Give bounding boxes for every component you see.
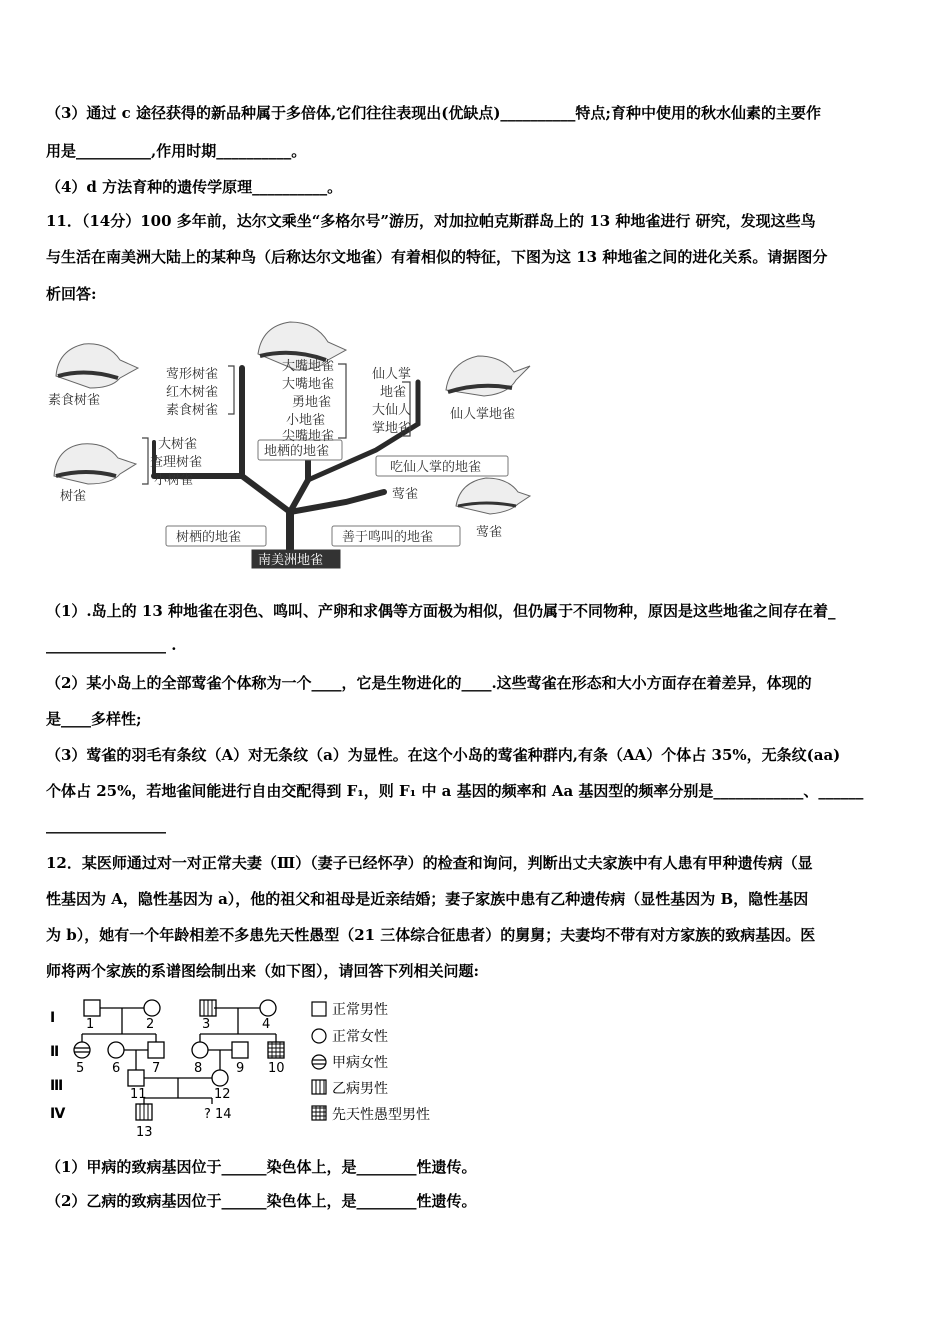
pedigree-down-male — [268, 1042, 284, 1058]
line-18: （1）甲病的致病基因位于______染色体上，是________性遗传。 — [46, 1158, 477, 1176]
root-label: 南美洲地雀 — [258, 553, 324, 568]
species-label: 小树雀 — [154, 473, 194, 488]
species-label: 大嘴地雀 — [282, 377, 335, 392]
pedigree-normal-female — [212, 1070, 228, 1086]
bird-head-icon — [54, 444, 136, 484]
species-label: 莺形树雀 — [166, 367, 219, 382]
pedigree-normal-male — [84, 1000, 100, 1016]
individual-number: 2 — [146, 1017, 155, 1032]
line-13: ________________ — [46, 816, 166, 834]
species-label: 地雀 — [380, 385, 407, 400]
legend-label: 正常女性 — [332, 1029, 388, 1045]
bird-label-ying: 莺雀 — [476, 525, 503, 540]
line-16: 为 b），她有一个年龄相差不多患先天性愚型（21 三体综合征患者）的舅舅；夫妻均不带有对方家族的致病基因。医 — [46, 926, 816, 944]
pedigree-normal-male — [232, 1042, 248, 1058]
box-label-cactus: 吃仙人掌的地雀 — [390, 460, 482, 475]
species-label: 红木树雀 — [166, 385, 219, 400]
pedigree-normal-male — [148, 1042, 164, 1058]
line-17: 师将两个家族的系谱图绘制出来（如下图），请回答下列相关问题: — [46, 962, 480, 980]
legend-label: 甲病女性 — [332, 1055, 388, 1071]
species-label: 素食树雀 — [166, 403, 219, 418]
bird-head-icon — [456, 478, 530, 514]
individual-number: 12 — [214, 1087, 231, 1102]
bird-head-icon — [56, 344, 138, 388]
species-label: 大嘴地雀 — [282, 359, 335, 374]
pedigree-chart — [46, 994, 466, 1144]
species-label: 小地雀 — [286, 413, 326, 428]
legend-down-male-icon — [312, 1106, 326, 1120]
species-label: 大树雀 — [158, 437, 198, 452]
bird-label-shu: 树雀 — [60, 489, 87, 504]
legend-label: 先天性愚型男性 — [332, 1107, 430, 1123]
individual-number: 11 — [130, 1087, 147, 1102]
individual-number: 1 — [86, 1017, 95, 1032]
generation-label: Ⅳ — [50, 1106, 66, 1122]
line-3: （4）d 方法育种的遗传学原理__________。 — [46, 178, 343, 196]
species-label: 勇地雀 — [292, 395, 332, 410]
bird-head-icon — [446, 356, 530, 396]
line-4: 11．（14分）100 多年前，达尔文乘坐“多格尔号”游历，对加拉帕克斯群岛上的 13 种地雀进行 研究，发现这些鸟 — [46, 212, 816, 230]
line-12: 个体占 25%，若地雀间能进行自由交配得到 F₁，则 F₁ 中 a 基因的频率和 Aa 基因型的频率分别是____________、______ — [46, 782, 864, 800]
pedigree-a-female — [74, 1042, 90, 1058]
individual-number: 8 — [194, 1061, 203, 1076]
individual-number: ? 14 — [204, 1107, 232, 1122]
individual-number: 9 — [236, 1061, 245, 1076]
line-5: 与生活在南美洲大陆上的某种鸟（后称达尔文地雀）有着相似的特征，下图为这 13 种地雀之间的进化关系。请据图分 — [46, 248, 828, 266]
generation-label: Ⅲ — [50, 1078, 64, 1094]
species-label: 仙人掌 — [372, 367, 412, 382]
pedigree-normal-male — [128, 1070, 144, 1086]
species-label: 查理树雀 — [150, 455, 203, 470]
line-19: （2）乙病的致病基因位于______染色体上，是________性遗传。 — [46, 1192, 477, 1210]
line-1: （3）通过 c 途径获得的新品种属于多倍体,它们往往表现出(优缺点)__________特点;育种中使用的秋水仙素的主要作 — [46, 104, 821, 122]
pedigree-b-male — [200, 1000, 216, 1016]
species-label: 尖嘴地雀 — [282, 429, 335, 444]
line-8: ________________ . — [46, 636, 177, 654]
line-11: （3）莺雀的羽毛有条纹（A）对无条纹（a）为显性。在这个小岛的莺雀种群内,有条（AA）个体占 35%，无条纹(aa) — [46, 746, 841, 764]
pedigree-normal-female — [260, 1000, 276, 1016]
individual-number: 13 — [136, 1125, 153, 1140]
legend-a-female-icon — [312, 1055, 326, 1069]
pedigree-b-male — [136, 1104, 152, 1120]
generation-label: Ⅱ — [50, 1044, 60, 1060]
bird-label-xianrenzhang: 仙人掌地雀 — [450, 407, 516, 422]
box-label-sing: 善于鸣叫的地雀 — [342, 530, 434, 545]
legend-b-male-icon — [312, 1080, 326, 1094]
species-label: 掌地雀 — [372, 421, 412, 436]
individual-number: 3 — [202, 1017, 211, 1032]
legend-label: 乙病男性 — [332, 1081, 388, 1097]
branch-label-ying: 莺雀 — [392, 487, 419, 502]
individual-number: 4 — [262, 1017, 271, 1032]
line-9: （2）某小岛上的全部莺雀个体称为一个____，它是生物进化的____.这些莺雀在形态和大小方面存在着差异，体现的 — [46, 674, 812, 692]
legend-normal-male-icon — [312, 1002, 326, 1016]
line-15: 性基因为 A，隐性基因为 a），他的祖父和祖母是近亲结婚；妻子家族中患有乙种遗传病（显性基因为 B，隐性基因 — [46, 890, 809, 908]
species-label: 大仙人 — [372, 403, 412, 418]
pedigree-normal-female — [108, 1042, 124, 1058]
individual-number: 5 — [76, 1061, 85, 1076]
line-7: （1）.岛上的 13 种地雀在羽色、鸣叫、产卵和求偶等方面极为相似，但仍属于不同物种，原因是这些地雀之间存在着_ — [46, 602, 836, 620]
generation-label: Ⅰ — [50, 1010, 56, 1026]
line-2: 用是__________,作用时期__________。 — [46, 142, 307, 160]
line-14: 12．某医师通过对一对正常夫妻（Ⅲ）（妻子已经怀孕）的检查和询问，判断出丈夫家族中有人患有甲种遗传病（显 — [46, 854, 813, 872]
individual-number: 7 — [152, 1061, 161, 1076]
bird-label-sushi: 素食树雀 — [48, 393, 101, 408]
individual-number: 10 — [268, 1061, 285, 1076]
legend-label: 正常男性 — [332, 1002, 388, 1018]
finch-evolution-tree — [46, 316, 536, 572]
pedigree-normal-female — [144, 1000, 160, 1016]
line-10: 是____多样性; — [46, 710, 142, 728]
individual-number: 6 — [112, 1061, 121, 1076]
box-label-tree: 树栖的地雀 — [176, 530, 242, 545]
pedigree-normal-female — [192, 1042, 208, 1058]
legend-normal-female-icon — [312, 1029, 326, 1043]
line-6: 析回答: — [46, 285, 97, 303]
box-label-ground: 地栖的地雀 — [264, 444, 330, 459]
